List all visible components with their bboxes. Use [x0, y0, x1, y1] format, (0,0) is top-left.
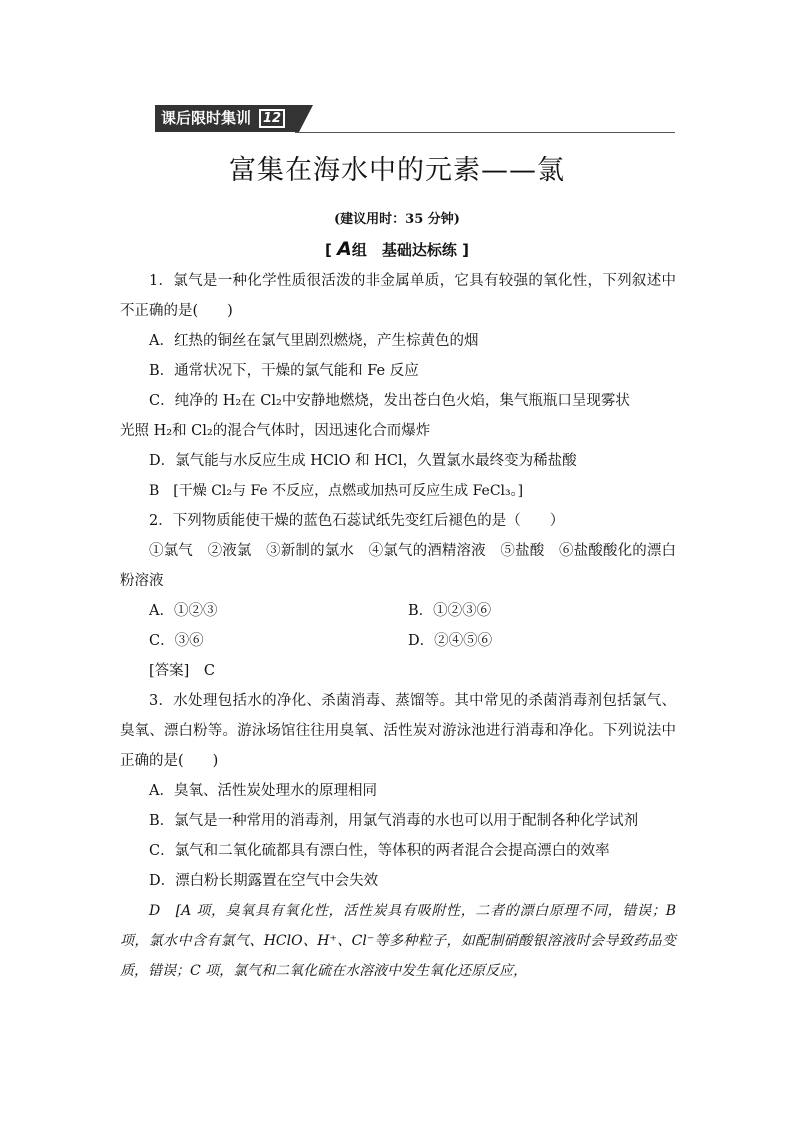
question-2-option-c: C．③⑥: [149, 633, 204, 649]
question-3-option-c: C．氯气和二氧化硫都具有漂白性，等体积的两者混合会提高漂白的效率: [149, 843, 610, 859]
question-3-explanation: D [A 项，臭氧具有氧化性，活性炭具有吸附性，二者的漂白原理不同，错误；B 项，氯水中含有氯气、HClO、H⁺、Cl⁻等多种粒子，如配制硝酸银溶液时会导致药品变质，错误；C 项，氯气和二氧化硫在水溶液中发生氧化还原反应，: [120, 903, 676, 979]
question-2-options-row-2: [120, 626, 676, 656]
question-1-option-a: A．红热的铜丝在氯气里剧烈燃烧，产生棕黄色的烟: [149, 333, 479, 349]
question-1-explanation: B [干燥 Cl₂与 Fe 不反应，点燃或加热可反应生成 FeCl₃。]: [149, 483, 524, 499]
header-rule: [295, 132, 675, 133]
question-2-answer: [答案] C: [149, 663, 215, 679]
section-letter: A: [337, 238, 352, 260]
question-2-items: ①氯气 ②液氯 ③新制的氯水 ④氯气的酒精溶液 ⑤盐酸 ⑥盐酸酸化的漂白粉溶液: [120, 543, 676, 589]
header-tag-label: 课后限时集训: [161, 109, 252, 127]
page-header: [120, 105, 675, 133]
question-1-option-b: B．通常状况下，干燥的氯气能和 Fe 反应: [149, 363, 419, 379]
suggested-time: (建议用时：35 分钟): [334, 212, 460, 227]
question-2-option-a: A．①②③: [149, 603, 218, 619]
header-tag: [155, 105, 299, 132]
question-3-option-a: A．臭氧、活性炭处理水的原理相同: [149, 783, 377, 799]
question-1-option-c: C．纯净的 H₂在 Cl₂中安静地燃烧，发出苍白色火焰，集气瓶瓶口呈现雾状: [149, 393, 630, 409]
question-2-options-row-1: [120, 596, 676, 626]
section-label: 组 基础达标练: [351, 241, 457, 259]
question-3-option-d: D．漂白粉长期露置在空气中会失效: [149, 873, 379, 889]
section-bracket-right: ]: [462, 241, 469, 259]
question-2-option-b: B．①②③⑥: [408, 603, 492, 619]
section-bracket-left: [: [325, 241, 332, 259]
question-1-stem: 1．氯气是一种化学性质很活泼的非金属单质，它具有较强的氧化性，下列叙述中不正确的是( ): [120, 273, 676, 319]
question-3-stem: 3．水处理包括水的净化、杀菌消毒、蒸馏等。其中常见的杀菌消毒剂包括氯气、臭氧、漂白粉等。游泳场馆往往用臭氧、活性炭对游泳池进行消毒和净化。下列说法中正确的是( ): [120, 693, 676, 769]
section-header: [0, 238, 794, 260]
question-1-option-c-continued: 光照 H₂和 Cl₂的混合气体时，因迅速化合而爆炸: [120, 423, 431, 439]
lesson-number-badge: 12: [259, 109, 285, 128]
question-2-stem: 2．下列物质能使干燥的蓝色石蕊试纸先变红后褪色的是（ ）: [149, 513, 565, 529]
questions-body: [120, 266, 676, 986]
question-2-option-d: D．②④⑤⑥: [408, 633, 493, 649]
question-1-option-d: D．氯气能与水反应生成 HClO 和 HCl，久置氯水最终变为稀盐酸: [149, 453, 577, 469]
question-3-option-b: B．氯气是一种常用的消毒剂，用氯气消毒的水也可以用于配制各种化学试剂: [149, 813, 639, 829]
page-title: 富集在海水中的元素——氯: [229, 155, 565, 186]
